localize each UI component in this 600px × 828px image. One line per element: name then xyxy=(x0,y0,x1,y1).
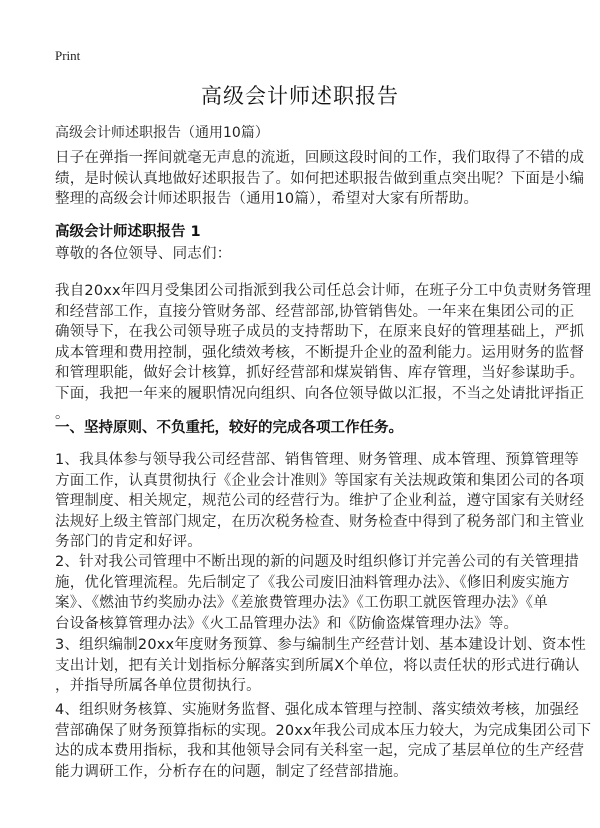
item-4-paragraph: 4、组织财务核算、实施财务监督、强化成本管理与控制、落实绩效考核，加强经 营部确保了财务预算指标的实现。20xx年我公司成本压力较大，为完成集团公司下 达的成本费用指标，我和其他领导会同有关科室一起，完成了基层单位的生产经营 能力调研工作，分析存在的问题，制定了经营部措施。 xyxy=(55,702,592,780)
item-2-paragraph: 2、针对我公司管理中不断出现的新的问题及时组织修订并完善公司的有关管理措 施，优化管理流程。先后制定了《我公司废旧油料管理办法》、《修旧利废实施方 案》、《燃油节约奖励办法》《差旅费管理办法》《工伤职工就医管理办法》《单 台设备核算管理办法》《火工品管理办法》和《防偷盗煤管理办法》等。 xyxy=(55,554,579,632)
intro-paragraph: 日子在弹指一挥间就毫无声息的流逝，回顾这段时间的工作，我们取得了不错的成 绩，是时候认真地做好述职报告了。如何把述职报告做到重点突出呢？下面是小编 整理的高级会计师述职报告（通用10篇），希望对大家有所帮助。 xyxy=(55,150,585,207)
subsection-heading: 一、坚持原则、不负重托，较好的完成各项工作任务。 xyxy=(55,420,403,436)
item-1-paragraph: 1、我具体参与领导我公司经营部、销售管理、财务管理、成本管理、预算管理等 方面工作，认真贯彻执行《企业会计准则》等国家有关法规政策和集团公司的各项 管理制度、相关规定，规范公司的经营行为。维护了企业利益，遵守国家有关财经 法规好上级主管部门规定，在历次税务检查、财务检查中得到了税务部门和主管业 务部门的肯定和好评。 xyxy=(55,452,585,550)
print-label: Print xyxy=(55,48,81,63)
document-subtitle: 高级会计师述职报告（通用10篇） xyxy=(55,125,269,141)
section-heading: 高级会计师述职报告 1 xyxy=(55,224,201,240)
opening-paragraph: 我自20xx年四月受集团公司指派到我公司任总会计师，在班子分工中负责财务管理 和经营部工作，直接分管财务部、经营部部,协管销售处。一年来在集团公司的正 确领导下，在我公司领导班子成员的支持帮助下，在原来良好的管理基础上，严抓 成本管理和费用控制，强化绩效考核，不断提升企业的盈利能力。运用财务的监督 和管理职能，做好会计核算，抓好经营部和煤炭销售、库存管理，当好参谋助手。 下面，我把一年来的履职情况向组织、向各位领导做以汇报，不当之处请批评指正 。 xyxy=(55,283,592,422)
page-title: 高级会计师述职报告 xyxy=(201,84,399,108)
item-3-paragraph: 3、组织编制20xx年度财务预算、参与编制生产经营计划、基本建设计划、资本性 支出计划，把有关计划指标分解落实到所属X个单位，将以责任状的形式进行确认 ，并指导所属各单位贯彻执行。 xyxy=(55,637,586,694)
greeting: 尊敬的各位领导、同志们： xyxy=(55,246,232,262)
